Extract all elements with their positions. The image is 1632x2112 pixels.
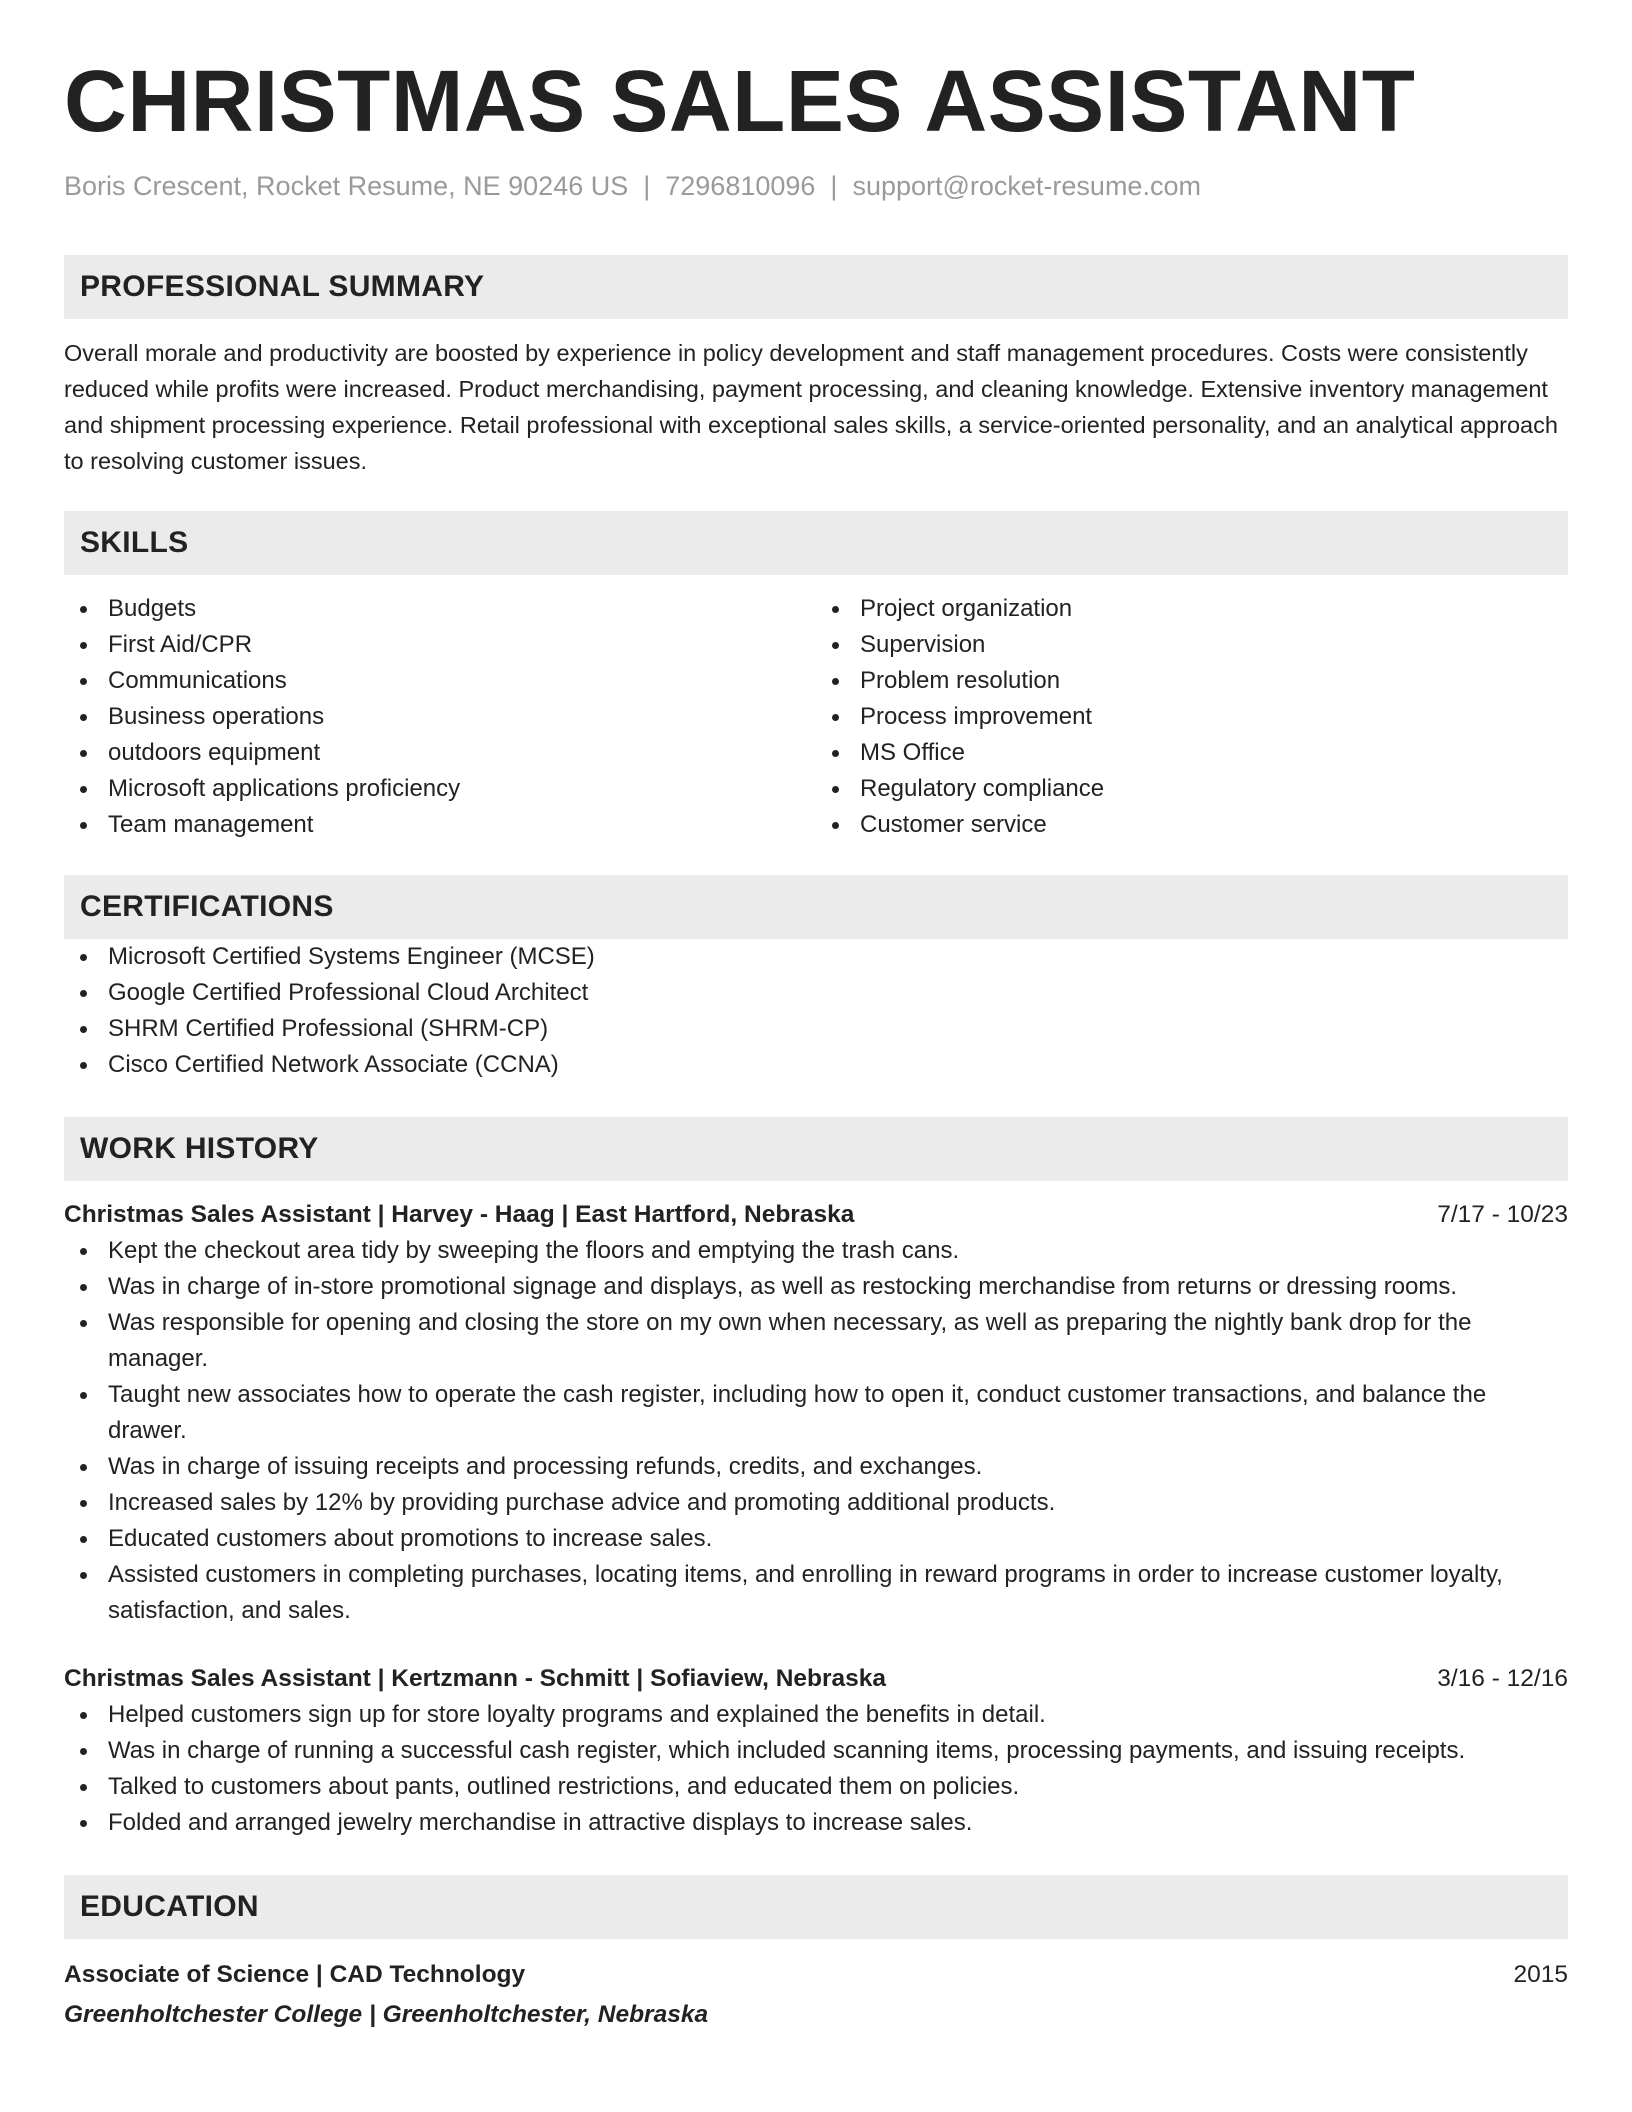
certification-item: Google Certified Professional Cloud Architect bbox=[64, 975, 1568, 1011]
bullet-dot bbox=[80, 1748, 87, 1755]
bullet-dot bbox=[832, 822, 839, 829]
skill-item: Regulatory compliance bbox=[816, 771, 1568, 807]
bullet-dot bbox=[80, 1820, 87, 1827]
contact-line bbox=[64, 168, 1568, 204]
skill-item: Microsoft applications proficiency bbox=[64, 771, 816, 807]
job-bullet: Talked to customers about pants, outlined restrictions, and educated them on policies. bbox=[64, 1769, 1568, 1805]
job-bullets bbox=[64, 1233, 1568, 1629]
skill-item: Process improvement bbox=[816, 699, 1568, 735]
skill-item: outdoors equipment bbox=[64, 735, 816, 771]
job-dates: 7/17 - 10/23 bbox=[1437, 1201, 1568, 1228]
contact-separator: | bbox=[643, 171, 651, 201]
skills-column-right bbox=[816, 591, 1568, 843]
skills-column-left bbox=[64, 591, 816, 843]
job-bullet: Was responsible for opening and closing the store on my own when necessary, as well as preparing the nightly bank drop for the manager. bbox=[64, 1305, 1568, 1377]
bullet-dot bbox=[80, 1026, 87, 1033]
bullet-dot bbox=[80, 1712, 87, 1719]
education-row bbox=[64, 1957, 1568, 1993]
education-year: 2015 bbox=[1513, 1961, 1568, 1988]
bullet-dot bbox=[80, 1464, 87, 1471]
bullet-dot bbox=[832, 678, 839, 685]
bullet-dot bbox=[80, 990, 87, 997]
job-title-row bbox=[64, 1661, 1568, 1697]
section-header-work-history: WORK HISTORY bbox=[64, 1117, 1568, 1181]
job-dates: 3/16 - 12/16 bbox=[1437, 1665, 1568, 1692]
job-bullet: Educated customers about promotions to increase sales. bbox=[64, 1521, 1568, 1557]
contact-email: support@rocket-resume.com bbox=[852, 171, 1201, 201]
skill-item: Team management bbox=[64, 807, 816, 843]
job-title: Christmas Sales Assistant | Kertzmann - Schmitt | Sofiaview, Nebraska bbox=[64, 1665, 887, 1692]
job-bullet: Folded and arranged jewelry merchandise in attractive displays to increase sales. bbox=[64, 1805, 1568, 1841]
bullet-dot bbox=[80, 1392, 87, 1399]
certification-item: Cisco Certified Network Associate (CCNA) bbox=[64, 1047, 1568, 1083]
summary-text: Overall morale and productivity are boosted by experience in policy development and staff management procedures. Costs were consistently reduced while profits were increased. Product merchandising, payment processing, and cleaning knowledge. Extensive inventory management and shipment processing experience. Retail professional with exceptional sales skills, a service-oriented personality, and an analytical approach to resolving customer issues. bbox=[64, 340, 1558, 474]
section-header-certifications: CERTIFICATIONS bbox=[64, 875, 1568, 939]
skill-item: Problem resolution bbox=[816, 663, 1568, 699]
bullet-dot bbox=[80, 1248, 87, 1255]
bullet-dot bbox=[80, 1320, 87, 1327]
section-header-education: EDUCATION bbox=[64, 1875, 1568, 1939]
job-bullet: Was in charge of issuing receipts and processing refunds, credits, and exchanges. bbox=[64, 1449, 1568, 1485]
bullet-dot bbox=[80, 1062, 87, 1069]
skill-item: Customer service bbox=[816, 807, 1568, 843]
skill-item: Supervision bbox=[816, 627, 1568, 663]
bullet-dot bbox=[832, 750, 839, 757]
contact-address: Boris Crescent, Rocket Resume, NE 90246 US bbox=[64, 171, 629, 201]
skill-item: Budgets bbox=[64, 591, 816, 627]
bullet-dot bbox=[80, 822, 87, 829]
job-title: Christmas Sales Assistant | Harvey - Haag | East Hartford, Nebraska bbox=[64, 1201, 855, 1228]
skill-item: MS Office bbox=[816, 735, 1568, 771]
education-degree: Associate of Science | CAD Technology bbox=[64, 1961, 526, 1988]
job-bullet: Was in charge of running a successful cash register, which included scanning items, processing payments, and issuing receipts. bbox=[64, 1733, 1568, 1769]
job-bullet: Assisted customers in completing purchases, locating items, and enrolling in reward programs in order to increase customer loyalty, satisfaction, and sales. bbox=[64, 1557, 1568, 1629]
skill-item: Project organization bbox=[816, 591, 1568, 627]
bullet-dot bbox=[80, 750, 87, 757]
bullet-dot bbox=[80, 1536, 87, 1543]
bullet-dot bbox=[80, 714, 87, 721]
bullet-dot bbox=[80, 1284, 87, 1291]
bullet-dot bbox=[80, 642, 87, 649]
education-school: Greenholtchester College | Greenholtchester, Nebraska bbox=[64, 2001, 709, 2028]
skill-item: Business operations bbox=[64, 699, 816, 735]
section-header-summary: PROFESSIONAL SUMMARY bbox=[64, 255, 1568, 319]
skill-item: Communications bbox=[64, 663, 816, 699]
job-bullet: Increased sales by 12% by providing purchase advice and promoting additional products. bbox=[64, 1485, 1568, 1521]
job-bullet: Helped customers sign up for store loyalty programs and explained the benefits in detail. bbox=[64, 1697, 1568, 1733]
bullet-dot bbox=[80, 1572, 87, 1579]
section-header-skills: SKILLS bbox=[64, 511, 1568, 575]
bullet-dot bbox=[80, 954, 87, 961]
certification-item: SHRM Certified Professional (SHRM-CP) bbox=[64, 1011, 1568, 1047]
certification-item: Microsoft Certified Systems Engineer (MCSE) bbox=[64, 939, 1568, 975]
job-title-row bbox=[64, 1197, 1568, 1233]
contact-phone: 7296810096 bbox=[665, 171, 816, 201]
bullet-dot bbox=[832, 786, 839, 793]
job-entry bbox=[64, 1661, 1568, 1841]
skills-grid bbox=[64, 591, 1568, 843]
skill-item: First Aid/CPR bbox=[64, 627, 816, 663]
bullet-dot bbox=[80, 606, 87, 613]
bullet-dot bbox=[80, 786, 87, 793]
resume-name: CHRISTMAS SALES ASSISTANT bbox=[64, 53, 1416, 150]
contact-separator: | bbox=[830, 171, 838, 201]
bullet-dot bbox=[832, 714, 839, 721]
bullet-dot bbox=[832, 606, 839, 613]
job-bullets bbox=[64, 1697, 1568, 1841]
bullet-dot bbox=[80, 678, 87, 685]
bullet-dot bbox=[80, 1784, 87, 1791]
certifications-list bbox=[64, 939, 1568, 1083]
job-bullet: Taught new associates how to operate the cash register, including how to open it, conduct customer transactions, and balance the drawer. bbox=[64, 1377, 1568, 1449]
job-bullet: Kept the checkout area tidy by sweeping the floors and emptying the trash cans. bbox=[64, 1233, 1568, 1269]
job-bullet: Was in charge of in-store promotional signage and displays, as well as restocking merchandise from returns or dressing rooms. bbox=[64, 1269, 1568, 1305]
bullet-dot bbox=[832, 642, 839, 649]
bullet-dot bbox=[80, 1500, 87, 1507]
job-entry bbox=[64, 1197, 1568, 1629]
